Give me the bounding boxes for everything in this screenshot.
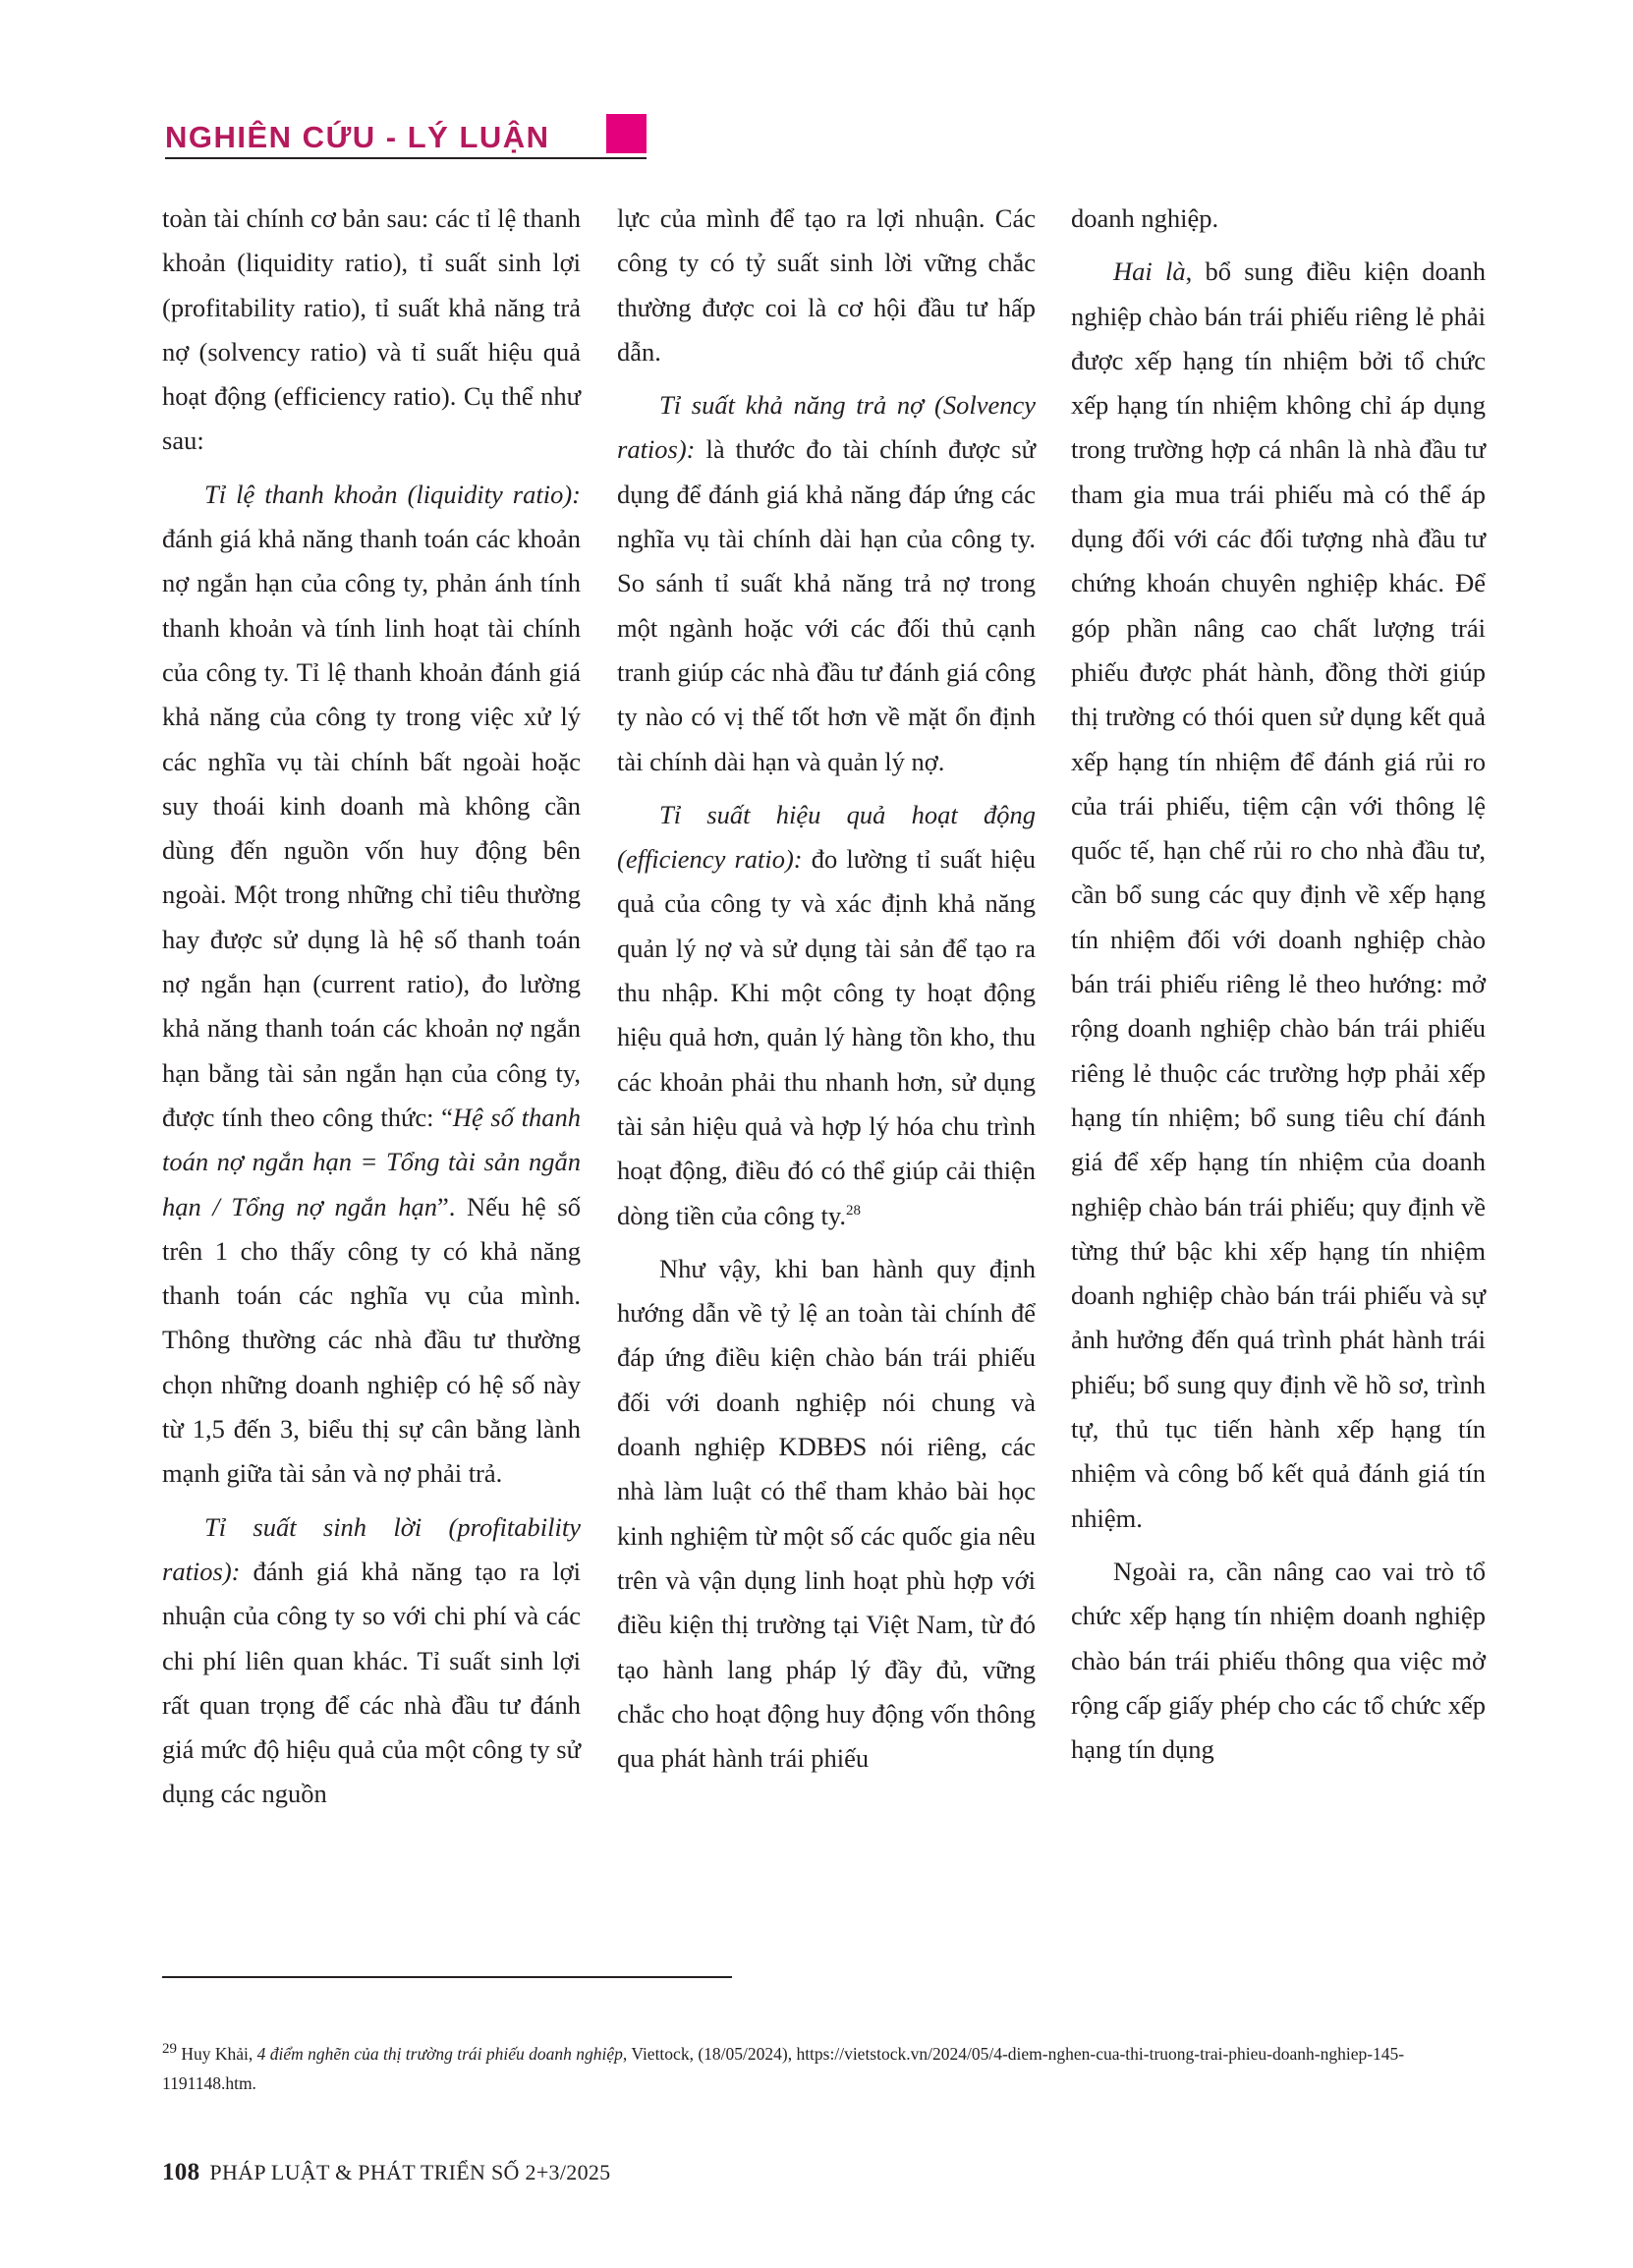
footnote-ref[interactable]: 28	[846, 1202, 862, 1219]
paragraph	[617, 383, 1036, 784]
paragraph-text: đánh giá khả năng tạo ra lợi nhuận của công ty so với chi phí và các chi phí liên quan khác. Tỉ suất sinh lợi rất quan trọng để các nhà đầu tư đánh giá mức độ hiệu quả của một công ty sử dụng các nguồn	[162, 1556, 581, 1809]
paragraph	[617, 197, 1036, 374]
paragraph-text: toàn tài chính cơ bản sau: các tỉ lệ thanh khoản (liquidity ratio), tỉ suất sinh lợi (profitability ratio), tỉ suất khả năng trả nợ (solvency ratio) và tỉ suất hiệu quả hoạt động (efficiency ratio). Cụ thể như sau:	[162, 203, 581, 456]
paragraph	[617, 1247, 1036, 1782]
paragraph-text: đo lường tỉ suất hiệu quả của công ty và xác định khả năng quản lý nợ và sử dụng tài sản để tạo ra thu nhập. Khi một công ty hoạt động hiệu quả hơn, quản lý hàng tồn kho, thu các khoản phải thu nhanh hơn, sử dụng tài sản hiệu quả và hợp lý hóa chu trình hoạt động, điều đó có thể giúp cải thiện dòng tiền của công ty.	[617, 844, 1036, 1230]
formula: Hệ số thanh toán nợ ngắn hạn = Tổng tài sản ngắn hạn / Tổng nợ ngắn hạn	[162, 1102, 581, 1221]
paragraph-text: doanh nghiệp.	[1071, 203, 1219, 233]
paragraph-text: đánh giá khả năng thanh toán các khoản nợ ngắn hạn của công ty, phản ánh tính thanh khoản và tính linh hoạt tài chính của công ty. Tỉ lệ thanh khoản đánh giá khả năng của công ty trong việc xử lý các nghĩa vụ tài chính bất ngoài hoặc suy thoái kinh doanh mà không cần dùng đến nguồn vốn huy động bên ngoài. Một trong những chỉ tiêu thường hay được sử dụng là hệ số thanh toán nợ ngắn hạn (current ratio), đo lường khả năng thanh toán các khoản nợ ngắn hạn bằng tài sản ngắn hạn của công ty, được tính theo công thức: “	[162, 524, 581, 1132]
journal-name: PHÁP LUẬT & PHÁT TRIỂN SỐ 2+3/2025	[209, 2160, 611, 2184]
term-profitability: Tỉ suất sinh lời (profitability ratios):	[162, 1511, 581, 1586]
footnote	[162, 2039, 1486, 2098]
footnote-source[interactable]: , Viettock, (18/05/2024), https://vietstock.vn/2024/05/4-diem-nghen-cua-thi-truong-trai-phieu-doanh-nghiep-145-1191148.htm.	[162, 2044, 1405, 2093]
column-2	[617, 197, 1036, 1781]
footnote-divider	[162, 1976, 732, 1978]
term-liquidity: Tỉ lệ thanh khoản (liquidity ratio):	[204, 479, 581, 509]
column-1	[162, 197, 581, 1817]
paragraph-text: ”. Nếu hệ số trên 1 cho thấy công ty có khả năng thanh toán các nghĩa vụ của mình. Thông thường các nhà đầu tư thường chọn những doanh nghiệp có hệ số này từ 1,5 đến 3, biểu thị sự cân bằng lành mạnh giữa tài sản và nợ phải trả.	[162, 1191, 581, 1489]
paragraph	[1071, 1550, 1486, 1772]
paragraph-text: là thước đo tài chính được sử dụng để đánh giá khả năng đáp ứng các nghĩa vụ tài chính dài hạn của công ty. So sánh tỉ suất khả năng trả nợ trong một ngành hoặc với các đối thủ cạnh tranh giúp các nhà đầu tư đánh giá công ty nào có vị thế tốt hơn về mặt ổn định tài chính dài hạn và quản lý nợ.	[617, 434, 1036, 776]
paragraph-text: lực của mình để tạo ra lợi nhuận. Các công ty có tỷ suất sinh lời vững chắc thường được coi là cơ hội đầu tư hấp dẫn.	[617, 203, 1036, 367]
paragraph-text: , bổ sung điều kiện doanh nghiệp chào bán trái phiếu riêng lẻ phải được xếp hạng tín nhiệm bởi tổ chức xếp hạng tín nhiệm không chỉ áp dụng trong trường hợp cá nhân là nhà đầu tư tham gia mua trái phiếu mà có thể áp dụng đối với các đối tượng nhà đầu tư chứng khoán chuyên nghiệp khác. Để góp phần nâng cao chất lượng trái phiếu được phát hành, đồng thời giúp thị trường có thói quen sử dụng kết quả xếp hạng tín nhiệm để đánh giá rủi ro của trái phiếu, tiệm cận với thông lệ quốc tế, hạn chế rủi ro cho nhà đầu tư, cần bổ sung các quy định về xếp hạng tín nhiệm đối với doanh nghiệp chào bán trái phiếu riêng lẻ theo hướng: mở rộng doanh nghiệp chào bán trái phiếu riêng lẻ thuộc các trường hợp phải xếp hạng tín nhiệm; bổ sung tiêu chí đánh giá để xếp hạng tín nhiệm của doanh nghiệp chào bán trái phiếu; quy định về từng thứ bậc khi xếp hạng tín nhiệm doanh nghiệp chào bán trái phiếu và sự ảnh hưởng đến quá trình phát hành trái phiếu; bổ sung quy định về hồ sơ, trình tự, thủ tục tiến hành xếp hạng tín nhiệm và công bố kết quả đánh giá tín nhiệm.	[1071, 256, 1486, 1533]
paragraph	[162, 197, 581, 464]
paragraph	[162, 1505, 581, 1817]
accent-block	[606, 114, 647, 153]
lead-phrase: Hai là	[1113, 256, 1186, 287]
paragraph	[1071, 197, 1486, 241]
footnote-author: Huy Khải,	[177, 2044, 257, 2064]
footnote-number: 29	[162, 2041, 177, 2058]
column-3	[1071, 197, 1486, 1772]
page-number: 108	[162, 2159, 200, 2185]
paragraph-text: Ngoài ra, cần nâng cao vai trò tổ chức xếp hạng tín nhiệm doanh nghiệp chào bán trái phiếu thông qua việc mở rộng cấp giấy phép cho các tổ chức xếp hạng tín dụng	[1071, 1556, 1486, 1765]
footnote-title: 4 điểm nghẽn của thị trường trái phiếu doanh nghiệp	[256, 2044, 623, 2064]
term-efficiency: Tỉ suất hiệu quả hoạt động (efficiency ratio):	[617, 799, 1036, 875]
term-solvency: Tỉ suất khả năng trả nợ (Solvency ratios):	[617, 390, 1036, 465]
page-footer	[162, 2159, 610, 2186]
paragraph	[162, 473, 581, 1497]
section-title: NGHIÊN CỨU - LÝ LUẬN	[165, 120, 550, 154]
paragraph	[617, 793, 1036, 1238]
paragraph-text: Như vậy, khi ban hành quy định hướng dẫn về tỷ lệ an toàn tài chính để đáp ứng điều kiện chào bán trái phiếu đối với doanh nghiệp nói chung và doanh nghiệp KDBĐS nói riêng, các nhà làm luật có thể tham khảo bài học kinh nghiệm từ một số các quốc gia nêu trên và vận dụng linh hoạt phù hợp với điều kiện thị trường tại Việt Nam, từ đó tạo hành lang pháp lý đầy đủ, vững chắc cho hoạt động huy động vốn thông qua phát hành trái phiếu	[617, 1253, 1036, 1774]
paragraph	[1071, 250, 1486, 1541]
section-header	[165, 116, 647, 159]
